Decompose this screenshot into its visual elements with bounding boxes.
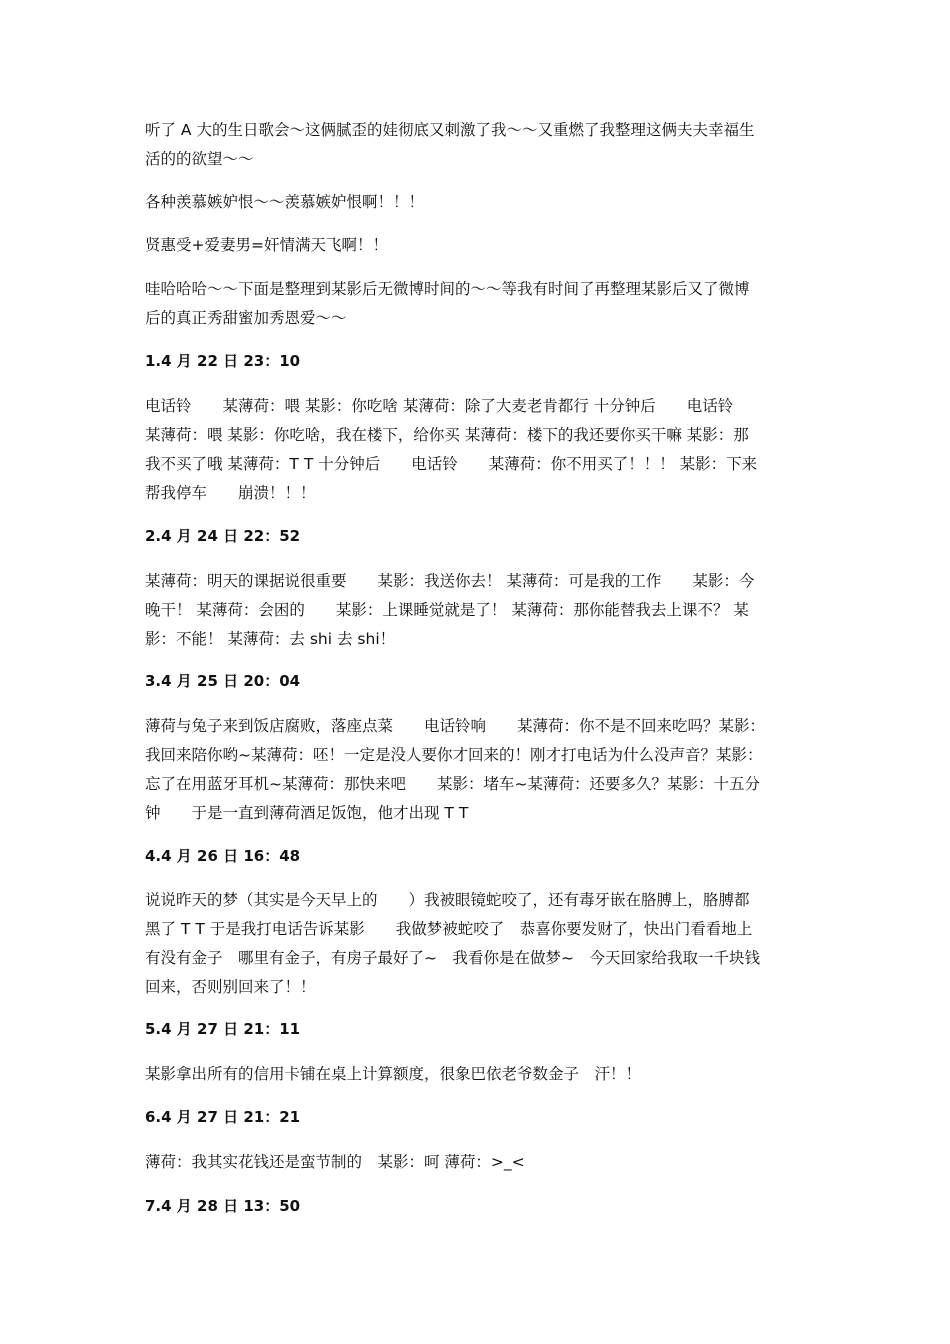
text-line: 活的的欲望～～: [145, 150, 254, 168]
text-line: 贤惠受+爱妻男=奸情满天飞啊！！: [145, 236, 388, 254]
entry-heading-7: 7.4 月 28 日 13：50: [145, 1197, 301, 1215]
text-line: 某薄荷：明天的课据说很重要 某影：我送你去！ 某薄荷：可是我的工作 某影：今: [145, 572, 755, 590]
text-line: 哇哈哈哈～～下面是整理到某影后无微博时间的～～等我有时间了再整理某影后又了微博: [145, 280, 750, 298]
text-line: 薄荷：我其实花钱还是蛮节制的 某影：呵 薄荷：>_<: [145, 1153, 525, 1171]
text-line: 某薄荷：喂 某影：你吃啥，我在楼下，给你买 某薄荷：楼下的我还要你买干嘛 某影：那: [145, 426, 749, 444]
text-line: 帮我停车 崩溃！！！: [145, 484, 316, 502]
entry-body-5: [145, 1060, 805, 1089]
text-line: 晚干！ 某薄荷：会困的 某影：上课睡觉就是了！ 某薄荷：那你能替我去上课不？ 某: [145, 601, 749, 619]
intro-paragraph-4: [145, 275, 805, 333]
text-line: 我回来陪你哟~某薄荷：呸！一定是没人要你才回来的！刚才打电话为什么没声音？某影：: [145, 746, 763, 764]
text-line: 影：不能！ 某薄荷：去 shi 去 shi！: [145, 630, 396, 648]
text-line: 忘了在用蓝牙耳机~某薄荷：那快来吧 某影：堵车~某薄荷：还要多久？某影：十五分: [145, 775, 760, 793]
text-line: 各种羡慕嫉妒恨～～羡慕嫉妒恨啊！！！: [145, 193, 425, 211]
entry-heading-1: 1.4 月 22 日 23：10: [145, 352, 301, 370]
entry-body-2: [145, 567, 805, 654]
intro-paragraph-1: [145, 116, 805, 174]
intro-paragraph-2: [145, 188, 805, 217]
text-line: 我不买了哦 某薄荷：T T 十分钟后 电话铃 某薄荷：你不用买了！！！ 某影：下来: [145, 455, 758, 473]
text-line: 钟 于是一直到薄荷酒足饭饱，他才出现 T T: [145, 804, 469, 822]
intro-paragraph-3: [145, 231, 805, 260]
text-line: 回来，否则别回来了！！: [145, 978, 316, 996]
entry-heading-3: 3.4 月 25 日 20：04: [145, 672, 301, 690]
entry-heading-5: 5.4 月 27 日 21：11: [145, 1020, 301, 1038]
entry-body-6: [145, 1148, 805, 1177]
text-line: 听了 A 大的生日歌会～这俩腻歪的娃彻底又刺激了我～～又重燃了我整理这俩夫夫幸福生: [145, 121, 755, 139]
entry-body-3: [145, 712, 805, 828]
text-line: 说说昨天的梦（其实是今天早上的 ）我被眼镜蛇咬了，还有毒牙嵌在胳膊上，胳膊都: [145, 891, 750, 909]
text-line: 某影拿出所有的信用卡铺在桌上计算额度，很象巴依老爷数金子 汗！！: [145, 1065, 642, 1083]
entry-heading-2: 2.4 月 24 日 22：52: [145, 527, 301, 545]
text-line: 薄荷与兔子来到饭店腐败，落座点菜 电话铃响 某薄荷：你不是不回来吃吗？某影：: [145, 717, 766, 735]
entry-body-1: [145, 392, 805, 508]
text-line: 有没有金子 哪里有金子，有房子最好了~ 我看你是在做梦~ 今天回家给我取一千块钱: [145, 949, 760, 967]
text-line: 黑了 T T 于是我打电话告诉某影 我做梦被蛇咬了 恭喜你要发财了，快出门看看地上: [145, 920, 753, 938]
text-line: 电话铃 某薄荷：喂 某影：你吃啥 某薄荷：除了大麦老肯都行 十分钟后 电话铃: [145, 397, 734, 415]
text-line: 后的真正秀甜蜜加秀恩爱～～: [145, 309, 347, 327]
entry-heading-4: 4.4 月 26 日 16：48: [145, 847, 301, 865]
entry-body-4: [145, 886, 805, 1002]
entry-heading-6: 6.4 月 27 日 21：21: [145, 1108, 301, 1126]
